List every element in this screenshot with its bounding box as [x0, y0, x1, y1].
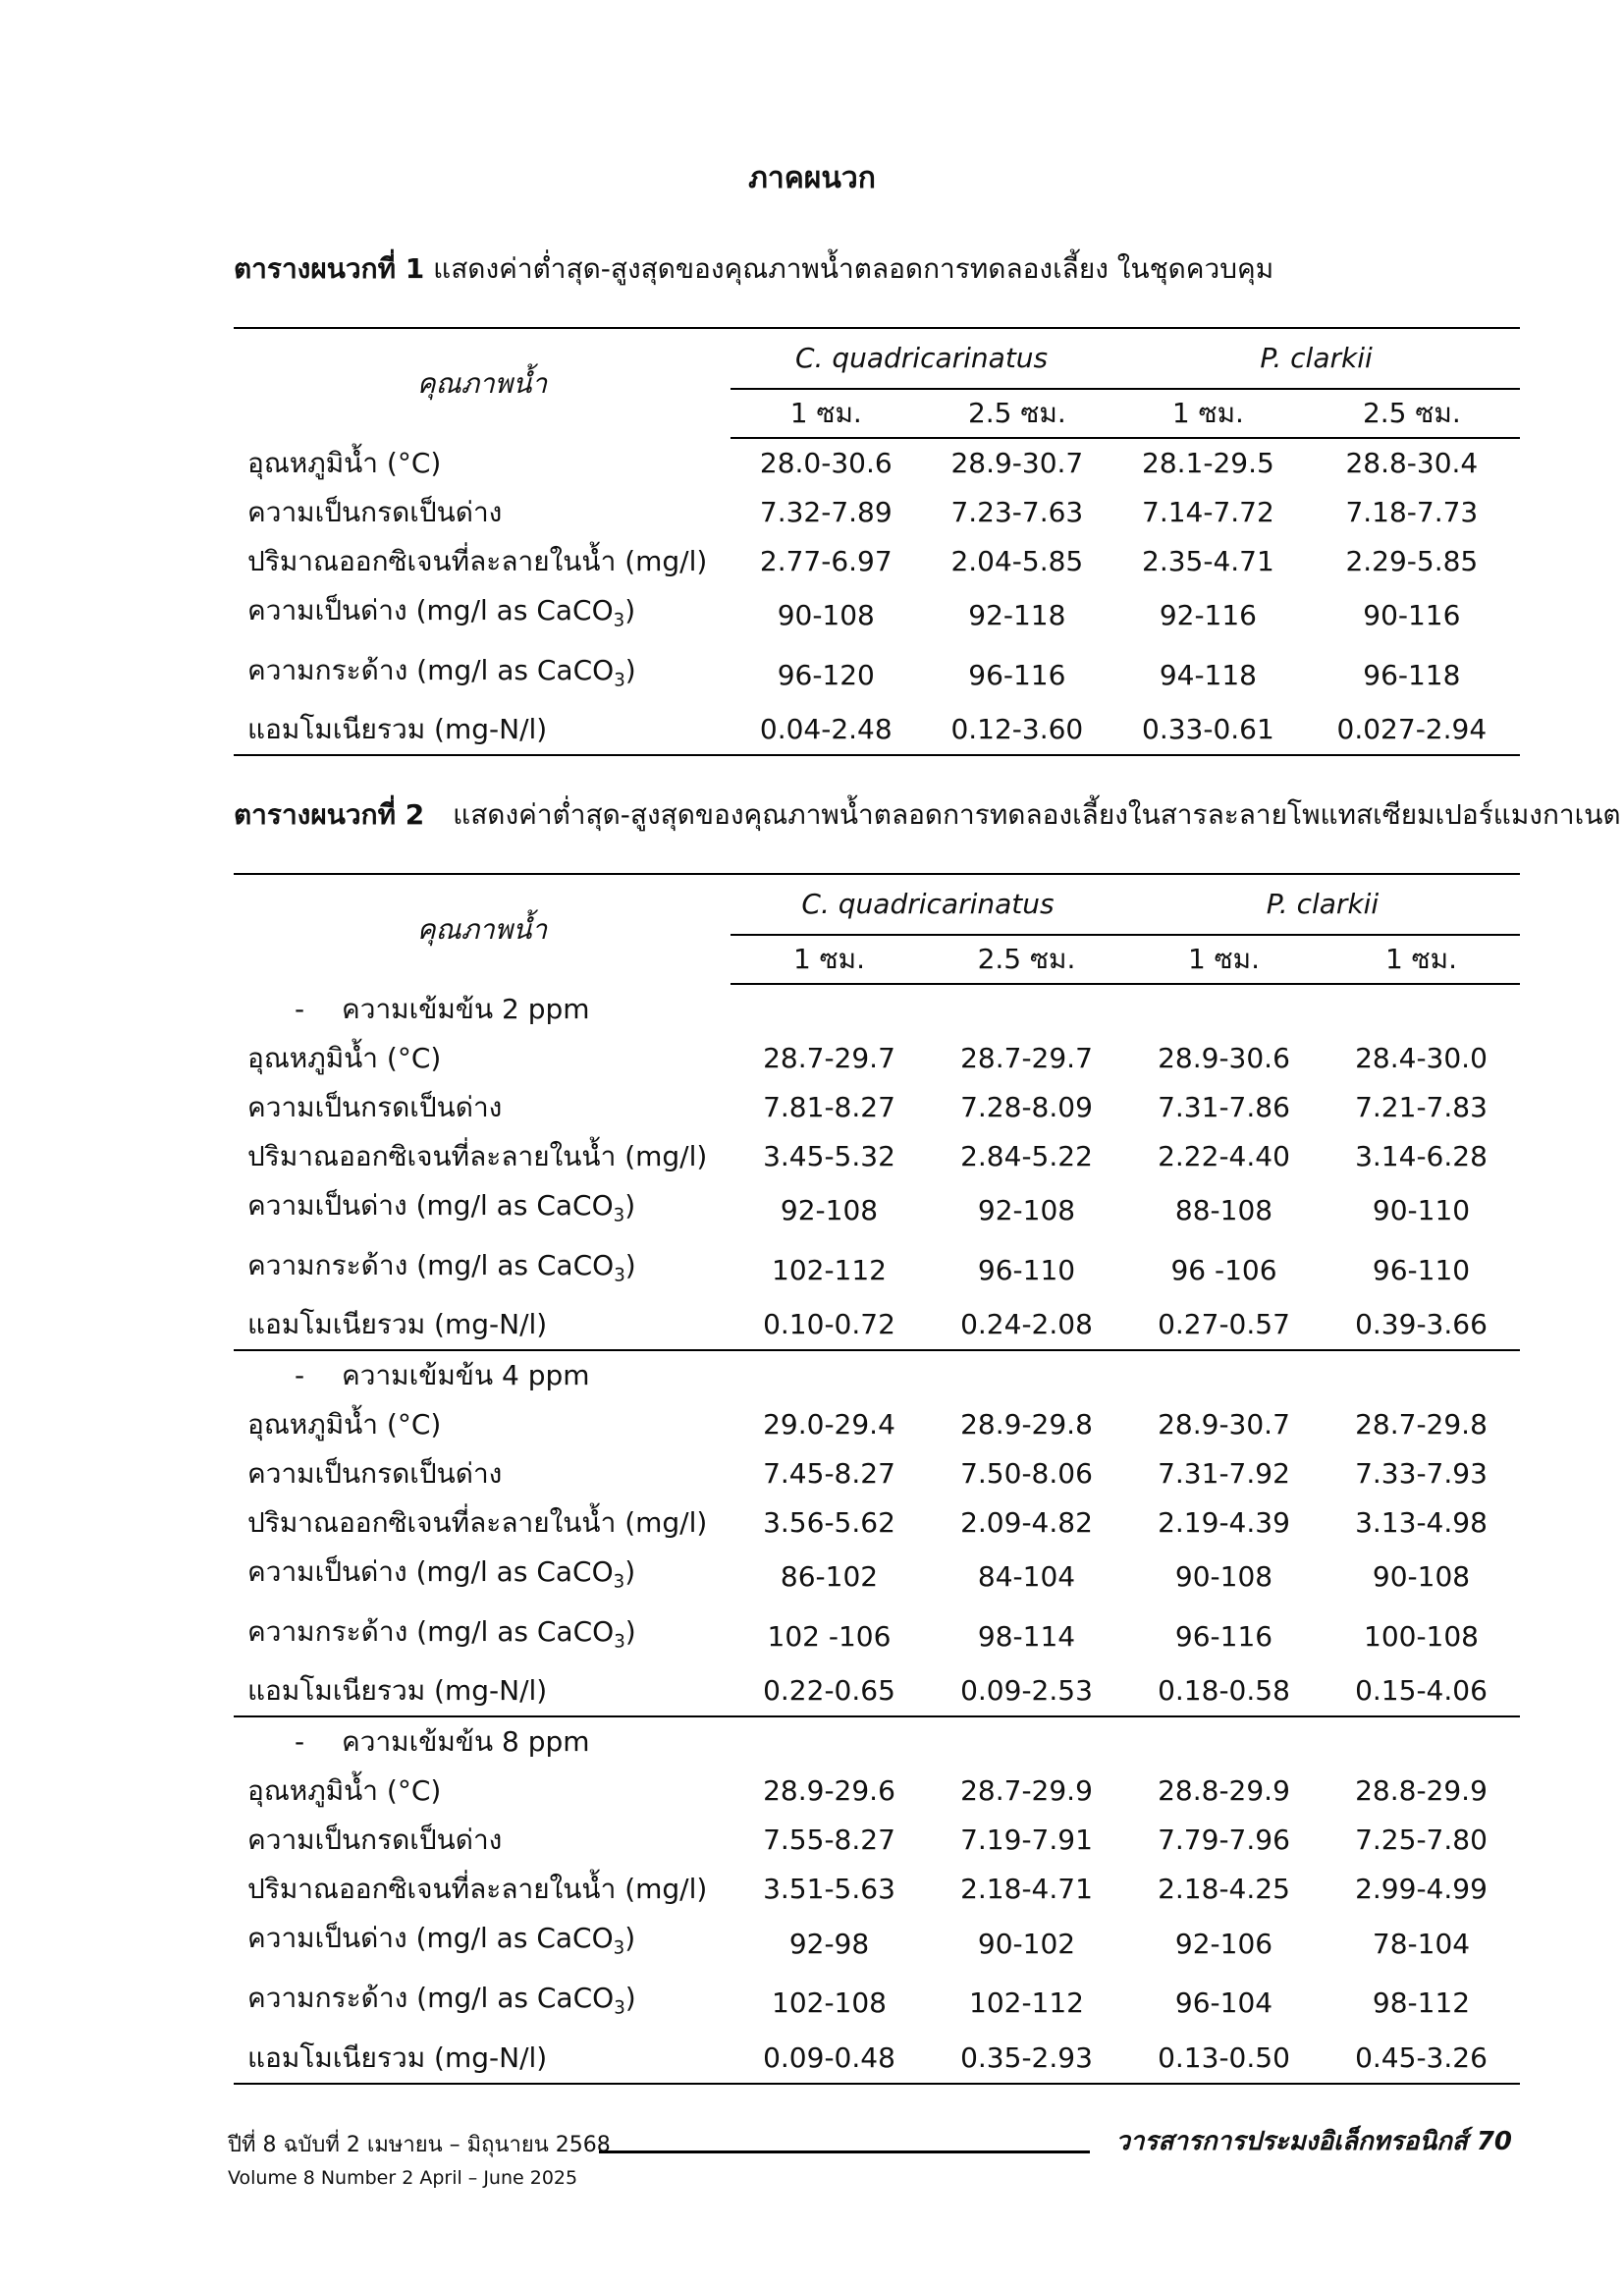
value-cell: 78-104: [1372, 1927, 1471, 1960]
value-cell: 7.45-8.27: [763, 1457, 895, 1491]
bullet-dash: -: [295, 1359, 305, 1392]
table1-caption-label: ตารางผนวกที่ 1: [234, 252, 425, 285]
value-cell: 92-108: [977, 1194, 1076, 1227]
parameter-cell: ความเป็นกรดเป็นด่าง: [247, 1823, 503, 1857]
concentration-group-row: [234, 1716, 1520, 1767]
parameter-cell: ปริมาณออกซิเจนที่ละลายในน้ำ (mg/l): [247, 1873, 708, 1906]
table1-size-header: 2.5 ซม.: [1304, 389, 1520, 438]
parameter-cell: ความกระด้าง (mg/l as CaCO$_3$): [247, 1614, 636, 1653]
value-cell: 92-108: [780, 1194, 879, 1227]
parameter-cell: ความเป็นด่าง (mg/l as CaCO$_3$): [247, 1922, 636, 1959]
value-cell: 92-116: [1159, 599, 1257, 632]
value-cell: 28.9-29.8: [960, 1408, 1093, 1442]
parameter-cell: ความกระด้าง (mg/l as CaCO$_3$): [247, 1248, 636, 1286]
footer-divider: [599, 2150, 1090, 2153]
value-cell: 0.24-2.08: [960, 1308, 1093, 1341]
value-cell: 2.09-4.82: [960, 1506, 1093, 1540]
table-row: [234, 1132, 1520, 1181]
table-row: [234, 2034, 1520, 2084]
value-cell: 28.9-29.6: [763, 1774, 895, 1808]
value-cell: 100-108: [1364, 1620, 1479, 1654]
value-cell: 29.0-29.4: [763, 1408, 895, 1442]
value-cell: 28.4-30.0: [1355, 1042, 1488, 1074]
value-cell: 92-106: [1174, 1927, 1273, 1960]
value-cell: 0.13-0.50: [1125, 2034, 1323, 2084]
parameter-cell: ปริมาณออกซิเจนที่ละลายในน้ำ (mg/l): [247, 1506, 708, 1540]
table-row: [234, 1865, 1520, 1914]
value-cell: 7.25-7.80: [1355, 1823, 1488, 1857]
concentration-label: [234, 1716, 1520, 1767]
table1-species-header: P. clarkii: [1112, 328, 1520, 389]
value-cell: 0.027-2.94: [1304, 705, 1520, 755]
value-cell: 102 -106: [767, 1620, 892, 1654]
value-cell: 102-108: [772, 1987, 887, 2020]
value-cell: 28.7-29.9: [960, 1774, 1093, 1808]
value-cell: 3.45-5.32: [763, 1140, 895, 1172]
value-cell: 2.99-4.99: [1355, 1873, 1488, 1906]
value-cell: 28.8-29.9: [1158, 1774, 1290, 1808]
value-cell: 88-108: [1174, 1194, 1273, 1227]
table1-species-header: C. quadricarinatus: [731, 328, 1112, 389]
concentration-label: [234, 984, 1520, 1034]
value-cell: 90-108: [777, 599, 875, 632]
value-cell: 7.23-7.63: [950, 496, 1084, 528]
concentration-group-row: [234, 1350, 1520, 1400]
table-row: [234, 438, 1520, 488]
table-row: [234, 1914, 1520, 1974]
value-cell: 0.12-3.60: [922, 705, 1113, 755]
value-cell: 92-118: [968, 599, 1066, 632]
footer-issue-thai: ปีที่ 8 ฉบับที่ 2 เมษายน – มิถุนายน 2568: [228, 2133, 611, 2157]
table2-species-header: P. clarkii: [1125, 874, 1520, 935]
value-cell: 86-102: [780, 1560, 879, 1594]
table-row: [234, 1300, 1520, 1350]
value-cell: 7.31-7.92: [1158, 1457, 1290, 1491]
value-cell: 28.9-30.7: [1158, 1408, 1290, 1442]
value-cell: 0.10-0.72: [763, 1308, 895, 1341]
table-row: [234, 646, 1520, 706]
table1-caption: [234, 247, 1273, 291]
table2-size-header: 1 ซม.: [1323, 935, 1520, 984]
table-row: [234, 1241, 1520, 1301]
value-cell: 7.14-7.72: [1142, 496, 1274, 528]
table-row: [234, 586, 1520, 646]
value-cell: 3.14-6.28: [1355, 1140, 1488, 1172]
value-cell: 28.8-29.9: [1355, 1774, 1488, 1808]
table1-caption-text: แสดงค่าต่ำสุด-สูงสุดของคุณภาพน้ำตลอดการทดลองเลี้ยง ในชุดควบคุม: [433, 252, 1274, 285]
value-cell: 90-110: [1372, 1194, 1471, 1227]
table2-size-header: 1 ซม.: [731, 935, 928, 984]
value-cell: 28.9-30.7: [950, 447, 1084, 479]
value-cell: 0.27-0.57: [1158, 1308, 1290, 1341]
value-cell: 84-104: [977, 1560, 1076, 1594]
table-row: [234, 537, 1520, 586]
value-cell: 98-112: [1372, 1987, 1471, 2020]
parameter-cell: แอมโมเนียรวม (mg-N/l): [234, 705, 731, 755]
value-cell: 2.22-4.40: [1158, 1140, 1290, 1172]
parameter-cell: อุณหภูมิน้ำ (°C): [247, 1408, 442, 1442]
value-cell: 96-116: [1174, 1620, 1273, 1654]
value-cell: 102-112: [969, 1987, 1084, 2020]
value-cell: 0.09-0.48: [731, 2034, 928, 2084]
value-cell: 96-116: [968, 658, 1066, 691]
parameter-cell: ความเป็นด่าง (mg/l as CaCO$_3$): [247, 1189, 636, 1226]
value-cell: 7.32-7.89: [759, 496, 893, 528]
value-cell: 0.04-2.48: [731, 705, 922, 755]
value-cell: 7.79-7.96: [1158, 1823, 1290, 1857]
table-row: [234, 1974, 1520, 2034]
value-cell: 7.50-8.06: [960, 1457, 1093, 1491]
value-cell: 0.45-3.26: [1323, 2034, 1520, 2084]
table-row: [234, 1449, 1520, 1498]
concentration-label-text: ความเข้มข้น 8 ppm: [342, 1725, 590, 1759]
value-cell: 28.7-29.8: [1355, 1408, 1488, 1442]
parameter-cell: ความเป็นด่าง (mg/l as CaCO$_3$): [247, 1555, 636, 1593]
footer-issue-english: Volume 8 Number 2 April – June 2025: [228, 2167, 578, 2189]
value-cell: 28.1-29.5: [1142, 447, 1274, 479]
value-cell: 102-112: [772, 1253, 887, 1286]
value-cell: 0.33-0.61: [1112, 705, 1304, 755]
value-cell: 0.09-2.53: [960, 1674, 1093, 1708]
parameter-cell: แอมโมเนียรวม (mg-N/l): [234, 2034, 731, 2084]
table-row: [234, 1498, 1520, 1548]
concentration-label-text: ความเข้มข้น 4 ppm: [342, 1359, 590, 1392]
value-cell: 96-110: [1372, 1253, 1471, 1286]
table-row: [234, 1607, 1520, 1667]
table1-param-header: คุณภาพน้ำ: [416, 366, 548, 400]
table1-size-header: 1 ซม.: [1112, 389, 1304, 438]
value-cell: 7.28-8.09: [960, 1091, 1093, 1123]
table2-size-header: 1 ซม.: [1125, 935, 1323, 984]
parameter-cell: ความกระด้าง (mg/l as CaCO$_3$): [247, 653, 636, 691]
value-cell: 0.39-3.66: [1355, 1308, 1488, 1341]
value-cell: 28.0-30.6: [759, 447, 893, 479]
value-cell: 2.29-5.85: [1345, 545, 1479, 577]
parameter-cell: อุณหภูมิน้ำ (°C): [247, 1774, 442, 1808]
table-row: [234, 1034, 1520, 1083]
value-cell: 94-118: [1159, 658, 1257, 691]
table2-species-header: C. quadricarinatus: [731, 874, 1125, 935]
table2-caption: [234, 793, 1621, 837]
parameter-cell: ปริมาณออกซิเจนที่ละลายในน้ำ (mg/l): [247, 545, 708, 577]
parameter-cell: แอมโมเนียรวม (mg-N/l): [247, 1674, 548, 1708]
parameter-cell: ความเป็นกรดเป็นด่าง: [247, 1091, 503, 1123]
table-row: [234, 1548, 1520, 1607]
value-cell: 2.18-4.71: [960, 1873, 1093, 1906]
value-cell: 96-104: [1174, 1987, 1273, 2020]
parameter-cell: ปริมาณออกซิเจนที่ละลายในน้ำ (mg/l): [247, 1140, 708, 1172]
parameter-cell: อุณหภูมิน้ำ (°C): [247, 1042, 442, 1074]
parameter-cell: ความเป็นกรดเป็นด่าง: [247, 496, 503, 528]
value-cell: 7.55-8.27: [763, 1823, 895, 1857]
table2-size-header: 2.5 ซม.: [928, 935, 1125, 984]
parameter-cell: ความเป็นด่าง (mg/l as CaCO$_3$): [247, 594, 636, 631]
value-cell: 96-118: [1363, 658, 1461, 691]
parameter-cell: อุณหภูมิน้ำ (°C): [247, 446, 442, 479]
value-cell: 7.33-7.93: [1355, 1457, 1488, 1491]
table2-caption-text: แสดงค่าต่ำสุด-สูงสุดของคุณภาพน้ำตลอดการทดลองเลี้ยงในสารละลายโพแทสเซียมเปอร์แมงกาเนต: [453, 798, 1621, 831]
table1-size-header: 1 ซม.: [731, 389, 922, 438]
value-cell: 90-108: [1372, 1560, 1471, 1594]
value-cell: 96-110: [977, 1253, 1076, 1286]
table2-caption-label: ตารางผนวกที่ 2: [234, 798, 425, 831]
value-cell: 96-120: [777, 658, 875, 691]
value-cell: 7.18-7.73: [1345, 496, 1479, 528]
value-cell: 3.51-5.63: [763, 1873, 895, 1906]
value-cell: 28.7-29.7: [960, 1042, 1093, 1074]
value-cell: 96 -106: [1170, 1253, 1277, 1286]
parameter-cell: ความกระด้าง (mg/l as CaCO$_3$): [247, 1981, 636, 2019]
value-cell: 2.04-5.85: [950, 545, 1084, 577]
value-cell: 0.18-0.58: [1158, 1674, 1290, 1708]
value-cell: 92-98: [788, 1927, 870, 1960]
parameter-cell: แอมโมเนียรวม (mg-N/l): [247, 1308, 548, 1341]
bullet-dash: -: [295, 1725, 305, 1759]
value-cell: 2.19-4.39: [1158, 1506, 1290, 1540]
value-cell: 0.22-0.65: [763, 1674, 895, 1708]
table-row: [234, 1767, 1520, 1816]
table-row: [234, 1816, 1520, 1865]
concentration-label-text: ความเข้มข้น 2 ppm: [342, 993, 590, 1025]
value-cell: 2.84-5.22: [960, 1140, 1093, 1172]
value-cell: 90-108: [1174, 1560, 1273, 1594]
value-cell: 7.31-7.86: [1158, 1091, 1290, 1123]
value-cell: 0.35-2.93: [928, 2034, 1125, 2084]
bullet-dash: -: [295, 993, 305, 1025]
table2-param-header: คุณภาพน้ำ: [416, 912, 548, 946]
value-cell: 28.7-29.7: [763, 1042, 895, 1074]
table1: [234, 327, 1520, 756]
value-cell: 98-114: [977, 1620, 1076, 1654]
table-row: [234, 1181, 1520, 1241]
table-row: [234, 1400, 1520, 1449]
concentration-group-row: [234, 984, 1520, 1034]
value-cell: 2.35-4.71: [1142, 545, 1274, 577]
footer-issue: [228, 2127, 611, 2189]
appendix-title: ภาคผนวก: [748, 161, 876, 195]
value-cell: 28.8-30.4: [1345, 447, 1479, 479]
value-cell: 0.15-4.06: [1355, 1674, 1488, 1708]
value-cell: 7.19-7.91: [960, 1823, 1093, 1857]
table2: [234, 873, 1520, 2085]
value-cell: 28.9-30.6: [1158, 1042, 1290, 1074]
table-row: [234, 1666, 1520, 1716]
concentration-label: [234, 1350, 1520, 1400]
footer-journal-page: วารสารการประมงอิเล็กทรอนิกส์ 70: [1115, 2127, 1512, 2156]
table-row: [234, 1083, 1520, 1132]
table-row: [234, 705, 1520, 755]
value-cell: 7.21-7.83: [1355, 1091, 1488, 1123]
value-cell: 2.77-6.97: [759, 545, 893, 577]
value-cell: 90-102: [977, 1927, 1076, 1960]
table-row: [234, 488, 1520, 537]
value-cell: 7.81-8.27: [763, 1091, 895, 1123]
parameter-cell: ความเป็นกรดเป็นด่าง: [247, 1457, 503, 1491]
table1-size-header: 2.5 ซม.: [922, 389, 1113, 438]
value-cell: 3.56-5.62: [763, 1506, 895, 1540]
value-cell: 3.13-4.98: [1355, 1506, 1488, 1540]
value-cell: 2.18-4.25: [1158, 1873, 1290, 1906]
value-cell: 90-116: [1363, 599, 1461, 632]
